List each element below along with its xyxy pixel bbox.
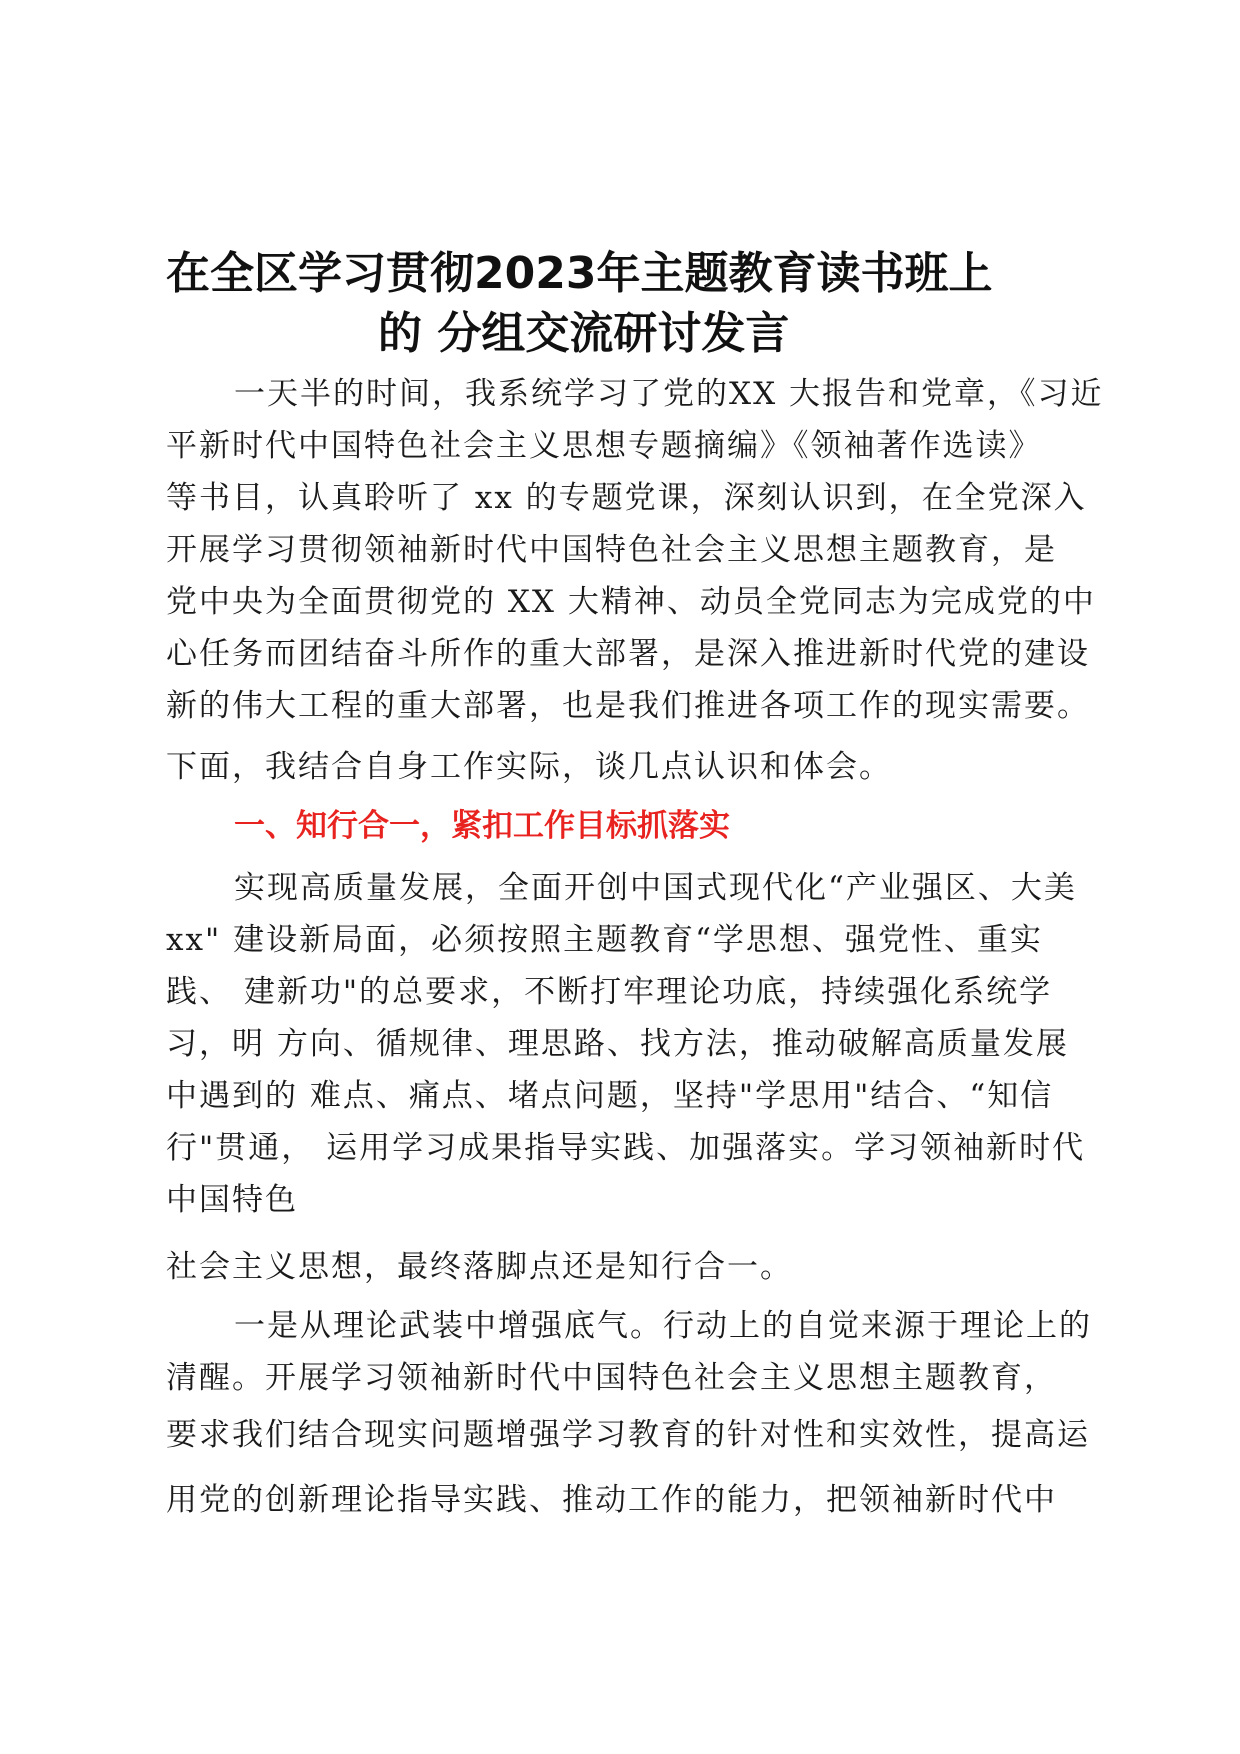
paragraph-line: 中遇到的 难点、痛点、堵点问题，坚持"学思用"结合、“知信 — [166, 1078, 1054, 1114]
paragraph-line: 下面，我结合自身工作实际，谈几点认识和体会。 — [166, 749, 892, 785]
paragraph-line: 实现高质量发展，全面开创中国式现代化“产业强区、大美 — [234, 870, 1077, 906]
paragraph-line: 平新时代中国特色社会主义思想专题摘编》《领袖著作选读》 — [166, 428, 1042, 464]
paragraph-line: 新的伟大工程的重大部署，也是我们推进各项工作的现实需要。 — [166, 688, 1090, 724]
paragraph-line: 党中央为全面贯彻党的 XX 大精神、动员全党同志为完成党的中 — [166, 584, 1096, 620]
paragraph-line: xx" 建设新局面，必须按照主题教育“学思想、强党性、重实 — [166, 922, 1043, 958]
paragraph-line: 心任务而团结奋斗所作的重大部署，是深入推进新时代党的建设 — [166, 636, 1090, 672]
paragraph-line: 用党的创新理论指导实践、推动工作的能力，把领袖新时代中 — [166, 1482, 1057, 1518]
paragraph-line: 开展学习贯彻领袖新时代中国特色社会主义思想主题教育，是 — [166, 532, 1057, 568]
paragraph-line: 等书目，认真聆听了 xx 的专题党课，深刻认识到，在全党深入 — [166, 480, 1087, 516]
paragraph-line: 一天半的时间，我系统学习了党的XX 大报告和党章，《习近 — [234, 376, 1104, 412]
section-heading: 一、知行合一，紧扣工作目标抓落实 — [234, 808, 730, 844]
paragraph-line: 行"贯通， 运用学习成果指导实践、加强落实。学习领袖新时代 — [166, 1130, 1086, 1166]
paragraph-line: 清醒。开展学习领袖新时代中国特色社会主义思想主题教育， — [166, 1360, 1057, 1396]
document-title-line-2: 的 分组交流研讨发言 — [378, 308, 790, 359]
paragraph-line: 要求我们结合现实问题增强学习教育的针对性和实效性，提高运 — [166, 1417, 1090, 1453]
paragraph-line: 社会主义思想，最终落脚点还是知行合一。 — [166, 1249, 793, 1285]
paragraph-line: 习，明 方向、循规律、理思路、找方法，推动破解高质量发展 — [166, 1026, 1069, 1062]
paragraph-line: 中国特色 — [166, 1182, 298, 1218]
paragraph-line: 践、 建新功"的总要求，不断打牢理论功底，持续强化系统学 — [166, 974, 1053, 1010]
paragraph-line: 一是从理论武装中增强底气。行动上的自觉来源于理论上的 — [234, 1308, 1092, 1344]
document-title-line-1: 在全区学习贯彻2023年主题教育读书班上 — [166, 248, 993, 299]
